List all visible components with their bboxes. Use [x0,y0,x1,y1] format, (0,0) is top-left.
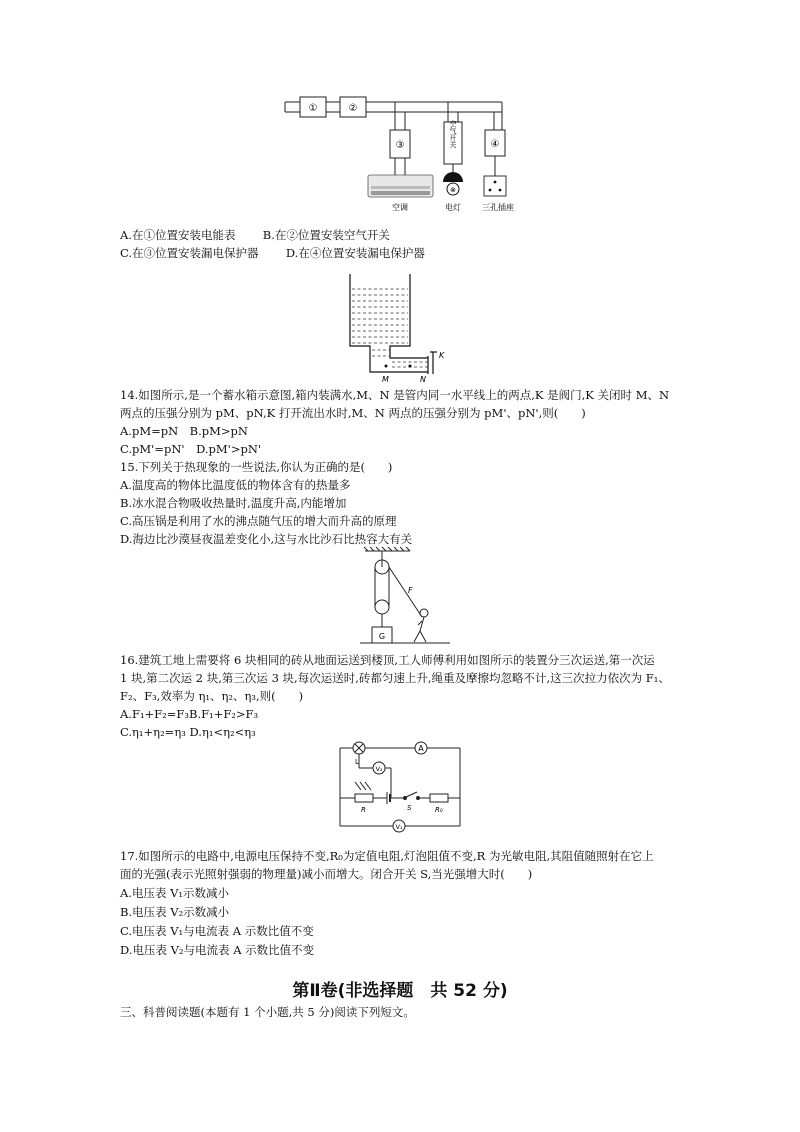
q15-option-b: B.冰水混合物吸收热量时,温度升高,内能增加 [120,496,347,510]
voltmeter-v1-icon [393,820,405,832]
household-circuit-figure [280,90,540,220]
v1-label: V₁ [395,823,403,831]
q17-option-b: B.电压表 V₂示数减小 [120,905,230,919]
photoresistor-r [355,794,373,802]
air-conditioner-icon [368,175,433,197]
q13-options-row2 [120,245,425,261]
q17-option-c: C.电压表 V₁与电流表 A 示数比值不变 [120,924,314,938]
label-f: F [408,586,413,595]
lamp-label: 电灯 [445,203,461,212]
box-1-label: ① [308,103,318,114]
tank-water [350,284,428,367]
q13-options-row1 [120,227,390,243]
aircon-label: 空调 [392,203,408,212]
resistor-r0 [430,794,448,802]
q17-stem-line1: 17.如图所示的电路中,电源电压保持不变,R₀为定值电阻,灯泡阻值不变,R 为光敏电阻,其阻值随照射在它上 [120,849,654,863]
q15-stem: 15.下列关于热现象的一些说法,你认为正确的是( ) [120,460,393,474]
label-n: N [420,375,426,384]
q14-stem-line1: 14.如图所示,是一个蓄水箱示意图,箱内装满水,M、N 是管内同一水平线上的两点,K 是阀门,K 关闭时 M、N [120,388,670,402]
circuit-figure [335,738,465,836]
air-switch-label: 空气开关 [449,120,457,148]
label-k: K [439,351,445,360]
svg-text:⊗: ⊗ [450,186,456,194]
box-2-label: ② [348,103,358,114]
movable-pulley [375,600,389,614]
q16-stem-line2: 1 块,第二次运 2 块,第三次运 3 块,每次运送时,砖都匀速上升,绳重及摩擦均忽略不计,这三次拉力依次为 F₁、 [120,671,670,685]
q13-option-a: A.在①位置安装电能表 [120,228,236,242]
q17-option-a: A.电压表 V₁示数减小 [120,886,230,900]
section-iii-heading: 三、科普阅读题(本题有 1 个小题,共 5 分)阅读下列短文。 [120,1005,415,1019]
q15-option-c: C.高压锅是利用了水的沸点随气压的增大而升高的原理 [120,514,397,528]
three-hole-socket-icon [484,176,506,196]
label-g: G [378,632,386,641]
pulley-figure [360,545,450,650]
point-n [409,365,412,368]
q14-options-cd: C.pM'=pN' D.pM'>pN' [120,442,262,456]
q13-option-d: D.在④位置安装漏电保护器 [285,246,425,260]
worker-icon [414,609,428,642]
lamp-icon [443,172,463,195]
ammeter-label: A [418,744,424,753]
r0-label: R₀ [435,806,443,814]
q14-stem-line2: 两点的压强分别为 pM、pN,K 打开流出水时,M、N 两点的压强分别为 pM'、pN',则( ) [120,406,586,420]
v2-label: V₂ [375,765,383,773]
q17-stem-line2: 面的光强(表示光照射强弱的物理量)减小而增大。闭合开关 S,当光强增大时( ) [120,867,533,881]
lamp-l-icon [353,742,365,754]
q13-option-b: B.在②位置安装空气开关 [262,228,390,242]
section-ii-title: 第Ⅱ卷(非选择题 共 52 分) [292,981,508,1001]
lamp-l-label: L [355,758,359,766]
q17-option-d: D.电压表 V₂与电流表 A 示数比值不变 [120,943,315,957]
q16-options-ab: A.F₁+F₂=F₃B.F₁+F₂>F₃ [120,707,259,721]
socket-label: 三孔插座 [482,203,514,212]
q16-stem-line3: F₂、F₃,效率为 η₁、η₂、η₃,则( ) [120,689,304,703]
q15-option-d: D.海边比沙漠昼夜温差变化小,这与水比沙石比热容大有关 [120,532,413,546]
q16-stem-line1: 16.建筑工地上需要将 6 块相同的砖从地面运送到楼顶,工人师傅利用如图所示的装置分三次运送,第一次运 [120,653,655,667]
box-3-label: ③ [395,140,405,151]
r-label: R [361,806,366,814]
box-4-label: ④ [490,139,500,150]
voltmeter-v2-icon [373,762,385,774]
water-tank-figure [340,272,460,387]
q13-option-c: C.在③位置安装漏电保护器 [120,246,259,260]
q15-option-a: A.温度高的物体比温度低的物体含有的热量多 [120,478,351,492]
q16-options-cd: C.η₁+η₂=η₃ D.η₁<η₂<η₃ [120,725,256,739]
point-m [385,365,388,368]
s-label: S [407,804,412,812]
label-m: M [382,375,389,384]
ammeter-icon [415,742,427,754]
q14-options-ab: A.pM=pN B.pM>pN [120,424,248,438]
